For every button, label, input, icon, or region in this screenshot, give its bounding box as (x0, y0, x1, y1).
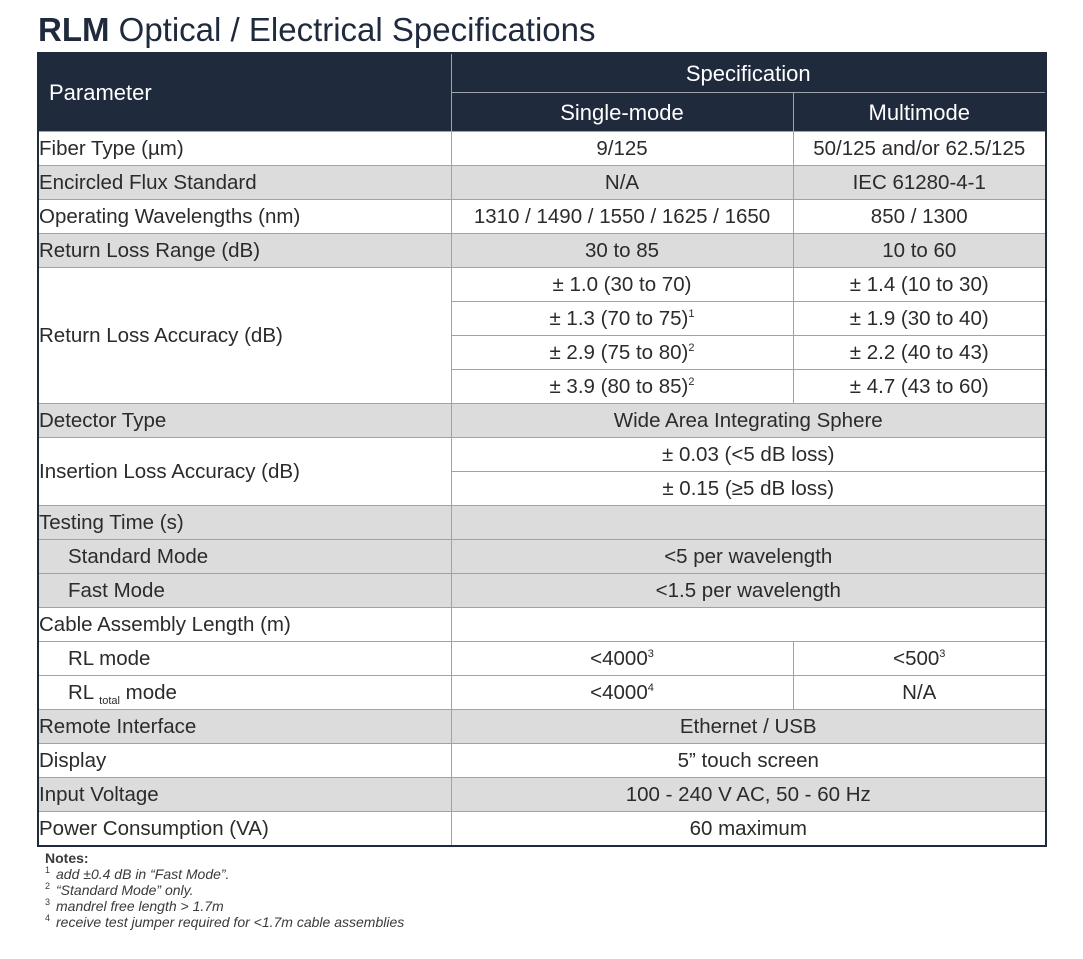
table-row (38, 132, 1046, 166)
table-row (38, 744, 1046, 778)
table-row (38, 200, 1046, 234)
cell-value: Ethernet / USB (451, 710, 1046, 744)
table-row (38, 812, 1046, 847)
note-item (45, 882, 404, 898)
table-row (38, 438, 1046, 472)
table-row (38, 710, 1046, 744)
row-label: RL mode (38, 642, 451, 676)
row-label: Input Voltage (38, 778, 451, 812)
row-label: Testing Time (s) (38, 506, 451, 540)
cell-multimode (793, 642, 1046, 676)
table-row (38, 676, 1046, 710)
cell-value: 60 maximum (451, 812, 1046, 847)
cell-single-mode: 1310 / 1490 / 1550 / 1625 / 1650 (451, 200, 793, 234)
table-row (38, 642, 1046, 676)
cell-multimode: 850 / 1300 (793, 200, 1046, 234)
title-text: Optical / Electrical Specifications (118, 11, 596, 48)
cell-value: <500 (893, 647, 940, 670)
table-row (38, 268, 1046, 302)
table-row (38, 778, 1046, 812)
cell-single-mode: 30 to 85 (451, 234, 793, 268)
footnote-mark: 4 (647, 682, 654, 695)
row-label: Power Consumption (VA) (38, 812, 451, 847)
row-label: Detector Type (38, 404, 451, 438)
note-mark: 1 (45, 865, 51, 876)
note-item (45, 898, 404, 914)
cell-value: ± 1.3 (70 to 75) (549, 307, 689, 330)
note-text: receive test jumper required for <1.7m cable assemblies (56, 914, 405, 930)
cell-single-mode: N/A (451, 166, 793, 200)
cell-multimode: 50/125 and/or 62.5/125 (793, 132, 1046, 166)
cell-multimode: 10 to 60 (793, 234, 1046, 268)
cell-value: ± 1.0 (30 to 70) (552, 273, 692, 296)
row-label: Return Loss Accuracy (dB) (38, 268, 451, 404)
footnote-mark: 1 (688, 308, 695, 321)
label-subscript: total (99, 695, 120, 708)
row-label: Fiber Type (µm) (38, 132, 451, 166)
cell-single-mode (451, 302, 793, 336)
header-specification: Specification (451, 53, 1046, 93)
cell-multimode: ± 4.7 (43 to 60) (793, 370, 1046, 404)
note-mark: 4 (45, 913, 51, 924)
footnote-mark: 3 (647, 648, 654, 661)
note-mark: 3 (45, 897, 51, 908)
cell-value: 5” touch screen (451, 744, 1046, 778)
row-label: Operating Wavelengths (nm) (38, 200, 451, 234)
row-label: Display (38, 744, 451, 778)
cell-single-mode: 9/125 (451, 132, 793, 166)
header-parameter: Parameter (38, 53, 451, 132)
spec-table (37, 52, 1047, 847)
cell-empty (451, 506, 1046, 540)
row-label: Insertion Loss Accuracy (dB) (38, 438, 451, 506)
table-row (38, 574, 1046, 608)
cell-value: <5 per wavelength (451, 540, 1046, 574)
row-label: Remote Interface (38, 710, 451, 744)
cell-value: <4000 (590, 681, 648, 704)
cell-single-mode (451, 268, 793, 302)
cell-value: ± 0.15 (≥5 dB loss) (451, 472, 1046, 506)
note-text: add ±0.4 dB in “Fast Mode”. (56, 866, 230, 882)
row-label (38, 676, 451, 710)
note-text: mandrel free length > 1.7m (56, 898, 224, 914)
cell-single-mode (451, 336, 793, 370)
row-label: Return Loss Range (dB) (38, 234, 451, 268)
cell-value: <1.5 per wavelength (451, 574, 1046, 608)
table-row (38, 506, 1046, 540)
table-row (38, 166, 1046, 200)
cell-single-mode (451, 370, 793, 404)
cell-value: ± 0.03 (<5 dB loss) (451, 438, 1046, 472)
row-label: Fast Mode (38, 574, 451, 608)
cell-single-mode (451, 642, 793, 676)
row-label: Encircled Flux Standard (38, 166, 451, 200)
note-mark: 2 (45, 881, 51, 892)
cell-multimode: N/A (793, 676, 1046, 710)
cell-multimode: ± 1.9 (30 to 40) (793, 302, 1046, 336)
table-row (38, 404, 1046, 438)
cell-single-mode (451, 676, 793, 710)
note-text: “Standard Mode” only. (56, 882, 194, 898)
notes (45, 850, 404, 930)
cell-value: 100 - 240 V AC, 50 - 60 Hz (451, 778, 1046, 812)
footnote-mark: 2 (688, 376, 695, 389)
footnote-mark: 2 (688, 342, 695, 355)
note-item (45, 914, 404, 930)
page-title (38, 8, 596, 52)
cell-multimode: ± 2.2 (40 to 43) (793, 336, 1046, 370)
title-brand: RLM (38, 11, 110, 48)
notes-title: Notes: (45, 850, 89, 866)
footnote-mark: 3 (939, 648, 946, 661)
cell-multimode: IEC 61280-4-1 (793, 166, 1046, 200)
cell-value: <4000 (590, 647, 648, 670)
table-row (38, 608, 1046, 642)
label-pre: RL (68, 681, 94, 704)
row-label: Standard Mode (38, 540, 451, 574)
cell-value: Wide Area Integrating Sphere (451, 404, 1046, 438)
cell-value: ± 2.9 (75 to 80) (549, 341, 689, 364)
row-label: Cable Assembly Length (m) (38, 608, 451, 642)
header-single-mode: Single-mode (451, 93, 793, 132)
cell-value: ± 3.9 (80 to 85) (549, 375, 689, 398)
note-item (45, 866, 404, 882)
cell-empty (451, 608, 1046, 642)
cell-multimode: ± 1.4 (10 to 30) (793, 268, 1046, 302)
table-row (38, 234, 1046, 268)
header-multimode: Multimode (793, 93, 1046, 132)
table-row (38, 540, 1046, 574)
label-post: mode (125, 681, 177, 704)
